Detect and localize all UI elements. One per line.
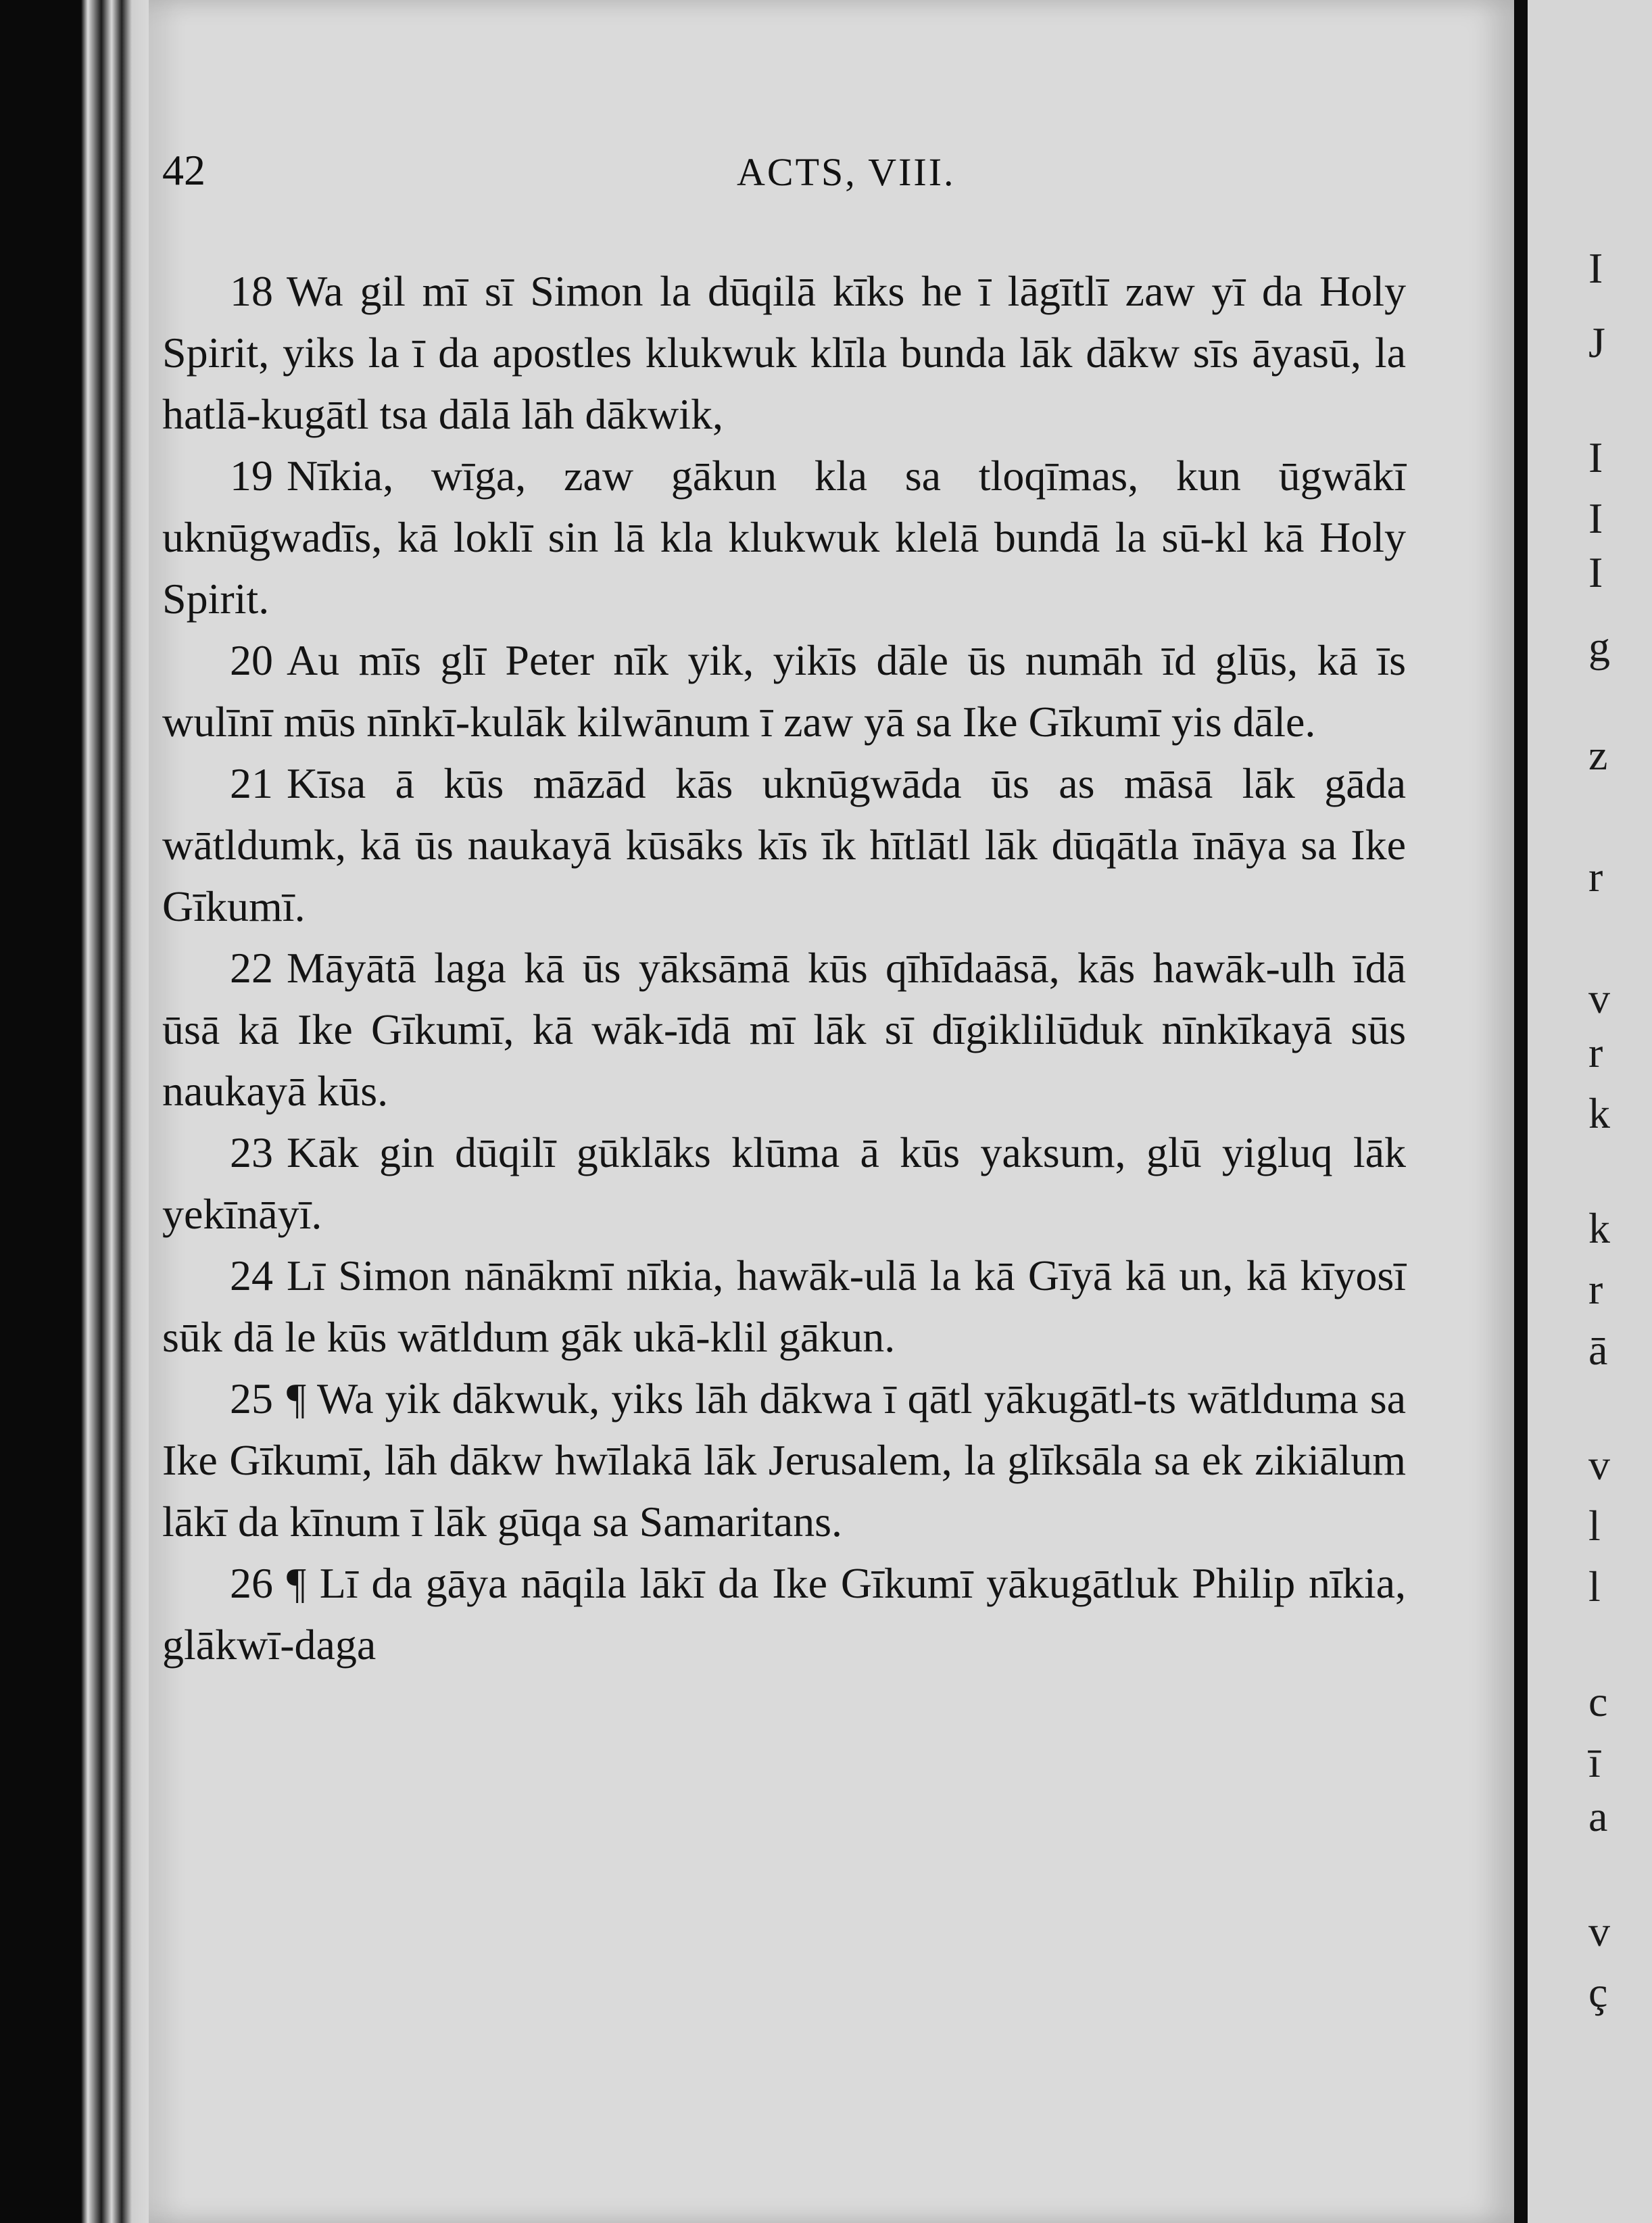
verse-25: [162, 1368, 1406, 1552]
facing-page-letter: ī: [1588, 1738, 1601, 1786]
verse-24: [162, 1245, 1406, 1368]
facing-page-letter: ā: [1588, 1326, 1608, 1374]
verse-text: Māyātā laga kā ūs yāksāmā kūs qīhīdaāsā, kās hawāk-ulh īdā ūsā kā Ike Gīkumī, kā wāk-īdā mī lāk sī dīgiklilūduk nīnkīkayā sūs naukayā kūs.: [162, 944, 1406, 1115]
facing-page-letter: k: [1588, 1204, 1610, 1252]
verse-22: [162, 937, 1406, 1122]
facing-page-letter: r: [1588, 1028, 1603, 1076]
verse-text-block: [162, 260, 1406, 1675]
facing-page-letter: a: [1588, 1792, 1608, 1840]
running-head: ACTS, VIII.: [737, 150, 956, 194]
verse-number: 26: [230, 1559, 273, 1607]
facing-page-letter: I: [1588, 548, 1603, 596]
verse-text: Au mīs glī Peter nīk yik, yikīs dāle ūs numāh īd glūs, kā īs wulīnī mūs nīnkī-kulāk kilwānum ī zaw yā sa Ike Gīkumī yis dāle.: [162, 636, 1406, 746]
verse-number: 21: [230, 759, 273, 807]
facing-page-letter: ç: [1588, 1968, 1608, 2016]
facing-page-letter: I: [1588, 494, 1603, 542]
verse-number: 22: [230, 944, 273, 992]
verse-20: [162, 629, 1406, 752]
verse-number: 25: [230, 1375, 273, 1423]
verse-21: [162, 752, 1406, 937]
page-number: 42: [162, 146, 205, 194]
book-binding-edge: [0, 0, 149, 2223]
verse-text: Wa gil mī sī Simon la dūqilā kīks he ī lāgītlī zaw yī da Holy Spirit, yiks la ī da apostles klukwuk klīla bunda lāk dākw sīs āyasū, la hatlā-kugātl tsa dālā lāh dākwik,: [162, 267, 1406, 438]
verse-number: 19: [230, 452, 273, 500]
facing-page-letter: I: [1588, 433, 1603, 481]
facing-page-letter: g: [1588, 623, 1610, 671]
facing-page-letter: l: [1588, 1502, 1601, 1550]
facing-page-letter: k: [1588, 1089, 1610, 1137]
verse-23: [162, 1122, 1406, 1245]
verse-18: [162, 260, 1406, 445]
verse-number: 18: [230, 267, 273, 315]
verse-text: Kīsa ā kūs māzād kās uknūgwāda ūs as māsā lāk gāda wātldumk, kā ūs naukayā kūsāks kīs īk hītlātl lāk dūqātla īnāya sa Ike Gīkumī.: [162, 759, 1406, 930]
facing-page-letter: v: [1588, 1441, 1610, 1489]
verse-text: ¶ Lī da gāya nāqila lākī da Ike Gīkumī yākugātluk Philip nīkia, glākwī-daga: [162, 1559, 1406, 1669]
facing-page-letter: v: [1588, 1907, 1610, 1955]
facing-page-letter: r: [1588, 1265, 1603, 1313]
verse-text: Kāk gin dūqilī gūklāks klūma ā kūs yaksum, glū yigluq lāk yekīnāyī.: [162, 1128, 1406, 1238]
verse-number: 24: [230, 1251, 273, 1299]
facing-page-letter: I: [1588, 244, 1603, 292]
verse-26: [162, 1552, 1406, 1675]
facing-page-letter: c: [1588, 1677, 1608, 1725]
facing-page-letter: l: [1588, 1562, 1601, 1610]
facing-page-letter: v: [1588, 974, 1610, 1022]
verse-text: Lī Simon nānākmī nīkia, hawāk-ulā la kā Gīyā kā un, kā kīyosī sūk dā le kūs wātldum gāk ukā-klil gākun.: [162, 1251, 1406, 1361]
page-gutter: [1514, 0, 1528, 2223]
facing-page-letter: J: [1588, 318, 1605, 366]
page-header: [162, 145, 1419, 206]
verse-text: ¶ Wa yik dākwuk, yiks lāh dākwa ī qātl yākugātl-ts wātlduma sa Ike Gīkumī, lāh dākw hwīlakā lāk Jerusalem, la glīksāla sa ek zikiālum lākī da kīnum ī lāk gūqa sa Samaritans.: [162, 1375, 1406, 1546]
verse-number: 23: [230, 1128, 273, 1176]
facing-page-letter: z: [1588, 731, 1608, 779]
facing-page-letter: r: [1588, 853, 1603, 901]
verse-19: [162, 445, 1406, 629]
verse-text: Nīkia, wīga, zaw gākun kla sa tloqīmas, kun ūgwākī uknūgwadīs, kā loklī sin lā kla klukwuk klelā bundā la sū-kl kā Holy Spirit.: [162, 452, 1406, 623]
verse-number: 20: [230, 636, 273, 684]
